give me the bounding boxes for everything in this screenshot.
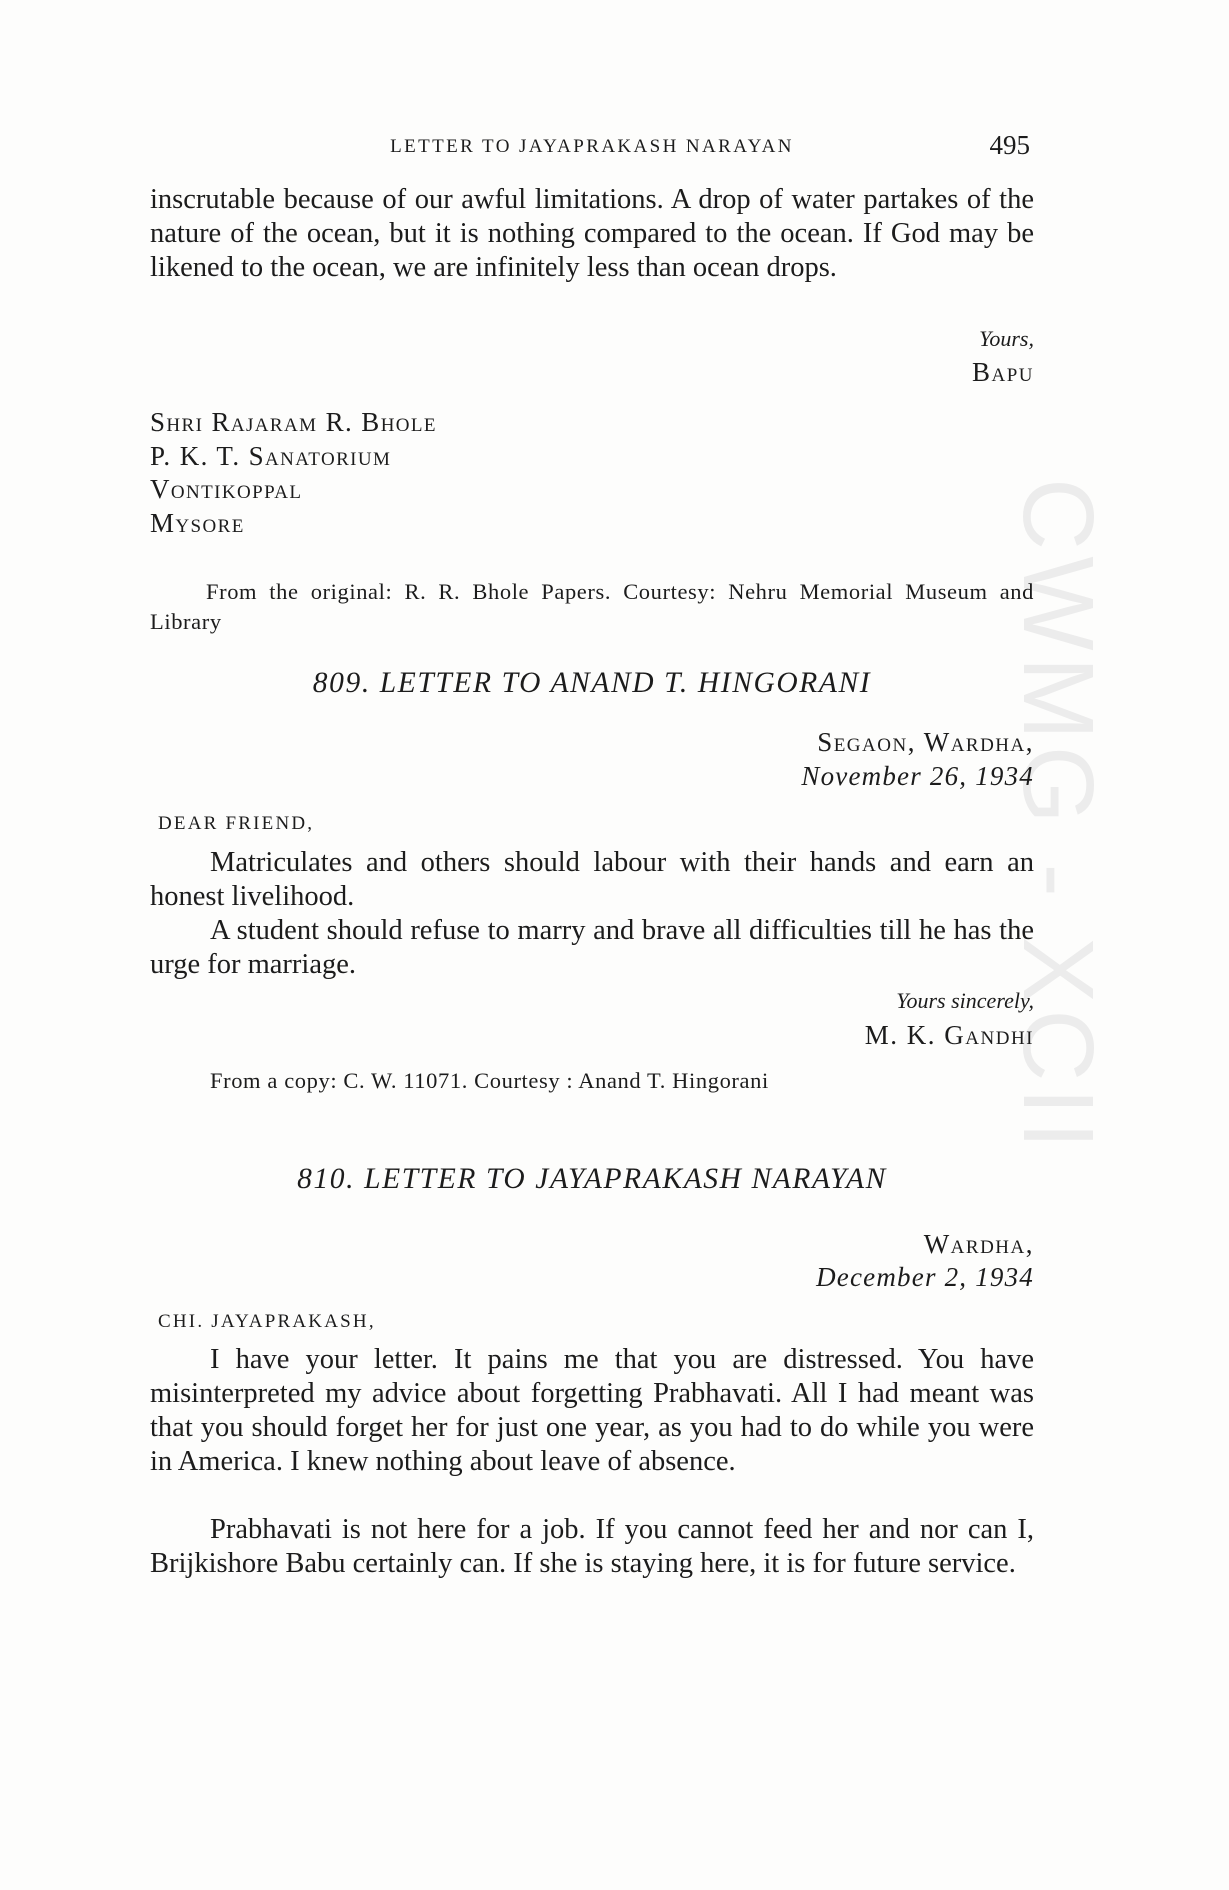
address-line: Vontikoppal (150, 474, 303, 504)
running-title: LETTER TO JAYAPRAKASH NARAYAN (390, 136, 794, 157)
address-line: Mysore (150, 507, 245, 538)
addressee-block (150, 406, 1034, 540)
letter-810-place: Wardha, (923, 1229, 1034, 1259)
letter-809-source: From a copy: C. W. 11071. Courtesy : Anand T. Hingorani (210, 1068, 769, 1093)
letter-809-signature: M. K. Gandhi (864, 1020, 1034, 1050)
letter-809-salutation: DEAR FRIEND, (158, 813, 315, 834)
letter-810-paragraph: Prabhavati is not here for a job. If you cannot feed her and nor can I, Brijkishore Babu certainly can. If she is staying here, it is for future service. (150, 1514, 1034, 1579)
letter-810-salutation: CHI. JAYAPRAKASH, (158, 1311, 376, 1332)
page-number: 495 (989, 130, 1030, 160)
letter-809-closing: Yours sincerely, (896, 988, 1034, 1013)
watermark: CWMG - XCII (1002, 478, 1114, 1156)
letter-810-date: December 2, 1934 (816, 1262, 1034, 1292)
letter-809-place: Segaon, Wardha, (817, 727, 1034, 757)
letter-809-paragraph: A student should refuse to marry and brave all difficulties till he has the urge for marriage. (150, 915, 1034, 980)
running-header (150, 130, 1034, 166)
letter-809-heading: 809. LETTER TO ANAND T. HINGORANI (312, 667, 872, 699)
letter-809-date: November 26, 1934 (801, 761, 1034, 791)
letter-810-heading: 810. LETTER TO JAYAPRAKASH NARAYAN (297, 1163, 887, 1195)
address-line: P. K. T. Sanatorium (150, 440, 392, 471)
address-line: Shri Rajaram R. Bhole (150, 407, 437, 437)
source-note: From the original: R. R. Bhole Papers. Courtesy: Nehru Memorial Museum and Library (150, 578, 1034, 634)
continuation-paragraph: inscrutable because of our awful limitations. A drop of water partakes of the nature of the ocean, but it is nothing compared to the ocean. If God may be likened to the ocean, we are infinitely less than ocean drops. (150, 184, 1034, 283)
letter-810-paragraph: I have your letter. It pains me that you are distressed. You have misinterpreted my advice about forgetting Prabhavati. All I had meant was that you should forget her for just one year, as you had to do while you were in America. I knew nothing about leave of absence. (150, 1344, 1034, 1477)
signature-bapu: Bapu (971, 357, 1034, 387)
closing-yours: Yours, (979, 326, 1034, 351)
letter-809-paragraph: Matriculates and others should labour with their hands and earn an honest livelihood. (150, 847, 1034, 912)
